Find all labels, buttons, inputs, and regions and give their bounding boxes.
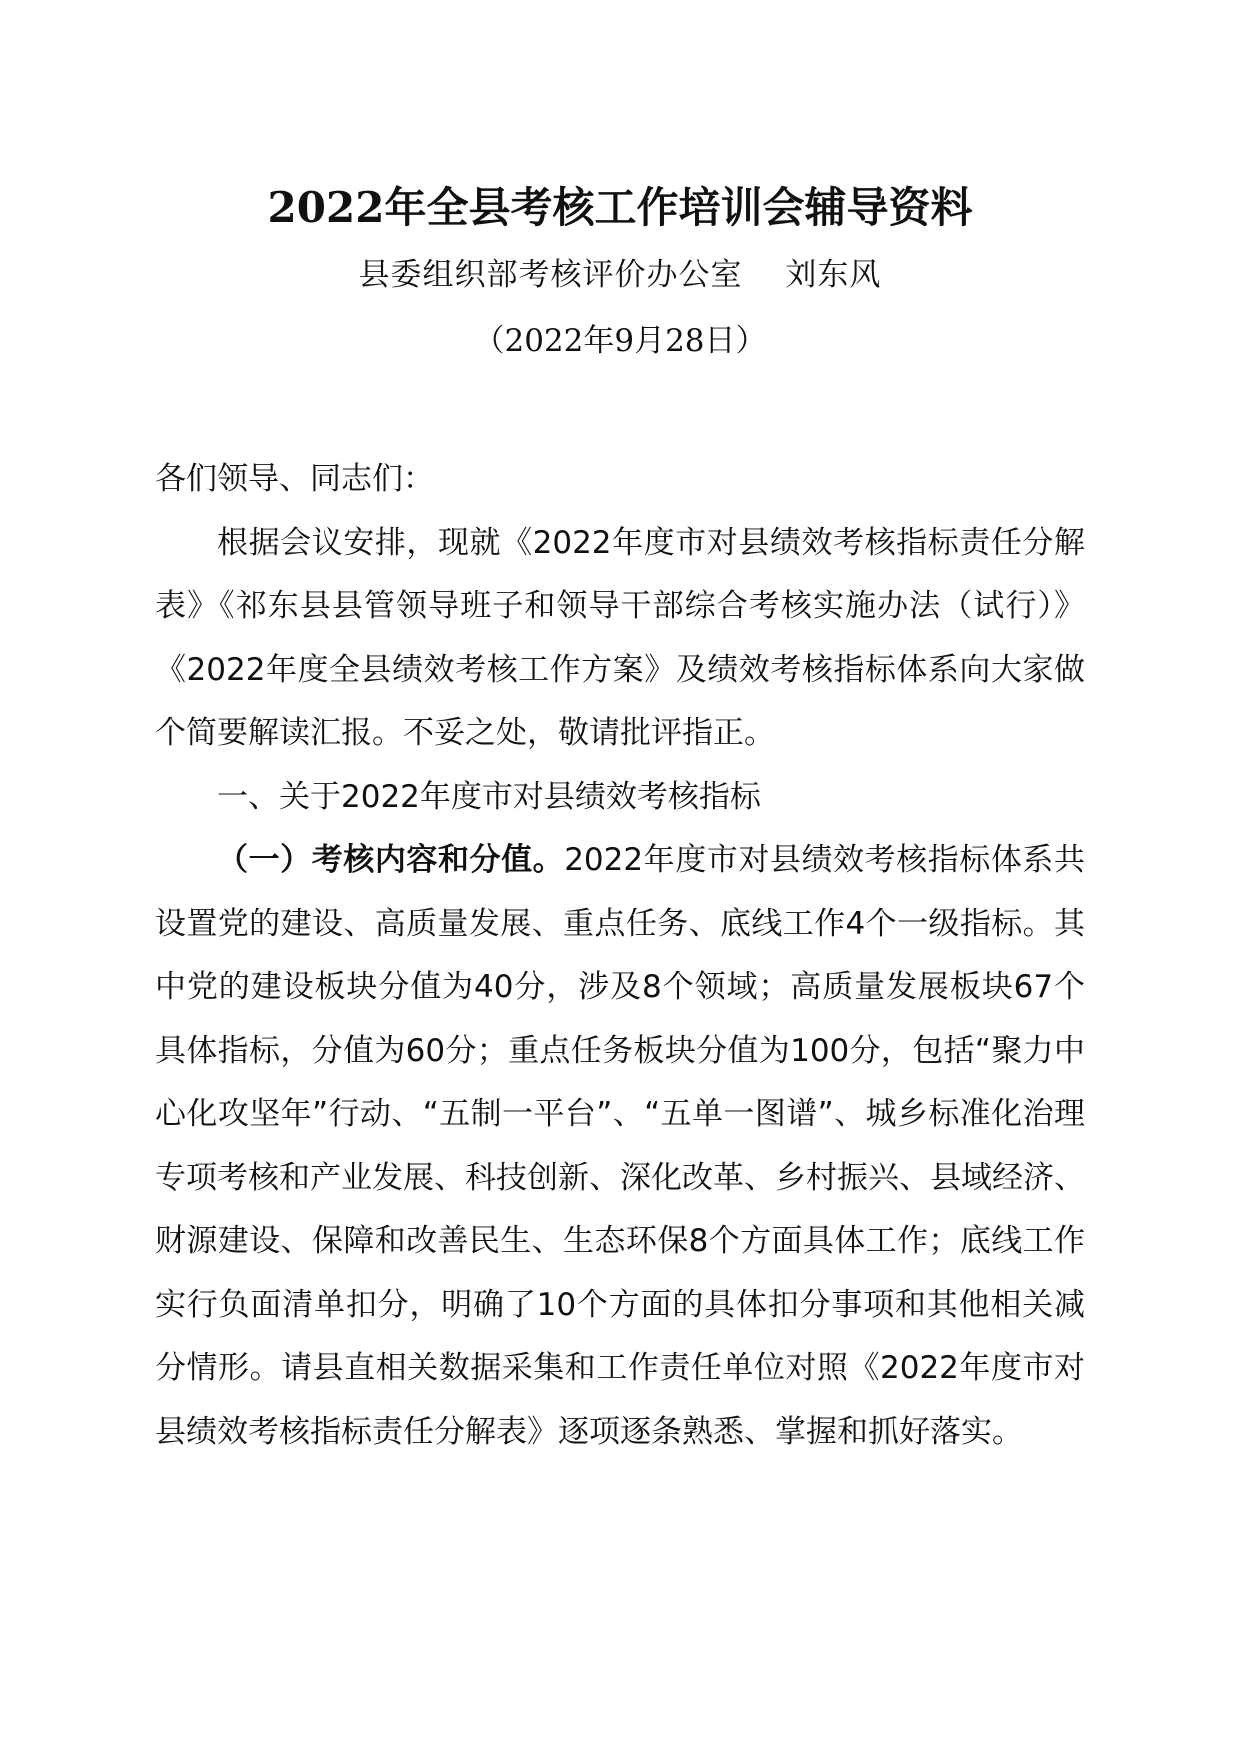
document-author: 县委组织部考核评价办公室 刘东风 xyxy=(358,257,882,293)
intro-paragraph: 根据会议安排，现就《2022年度市对县绩效考核指标责任分解表》《祁东县县管领导班子和领导干部综合考核实施办法（试行）》《2022年度全县绩效考核工作方案》及绩效考核指标体系向大家做个简要解读汇报。不妥之处，敬请批评指正。 xyxy=(155,524,1085,751)
subsection-text: 2022年度市对县绩效考核指标体系共设置党的建设、高质量发展、重点任务、底线工作4个一级指标。其中党的建设板块分值为40分，涉及8个领域；高质量发展板块67个具体指标，分值为60分；重点任务板块分值为100分，包括“聚力中心化攻坚年”行动、“五制一平台”、“五单一图谱”、城乡标准化治理专项考核和产业发展、科技创新、深化改革、乡村振兴、县域经济、财源建设、保障和改善民生、生态环保8个方面具体工作；底线工作实行负面清单扣分，明确了10个方面的具体扣分事项和其他相关减分情形。请县直相关数据采集和工作责任单位对照《2022年度市对县绩效考核指标责任分解表》逐项逐条熟悉、掌握和抓好落实。 xyxy=(155,842,1085,1450)
greeting: 各们领导、同志们： xyxy=(155,461,434,497)
document-date: （2022年9月28日） xyxy=(473,323,767,359)
subsection-heading: （一）考核内容和分值。 xyxy=(217,842,565,878)
section-heading: 一、关于2022年度市对县绩效考核指标 xyxy=(217,778,761,815)
document-title: 2022年全县考核工作培训会辅导资料 xyxy=(267,183,973,232)
document-body xyxy=(155,448,1085,1464)
subsection-paragraph xyxy=(155,829,1085,1464)
